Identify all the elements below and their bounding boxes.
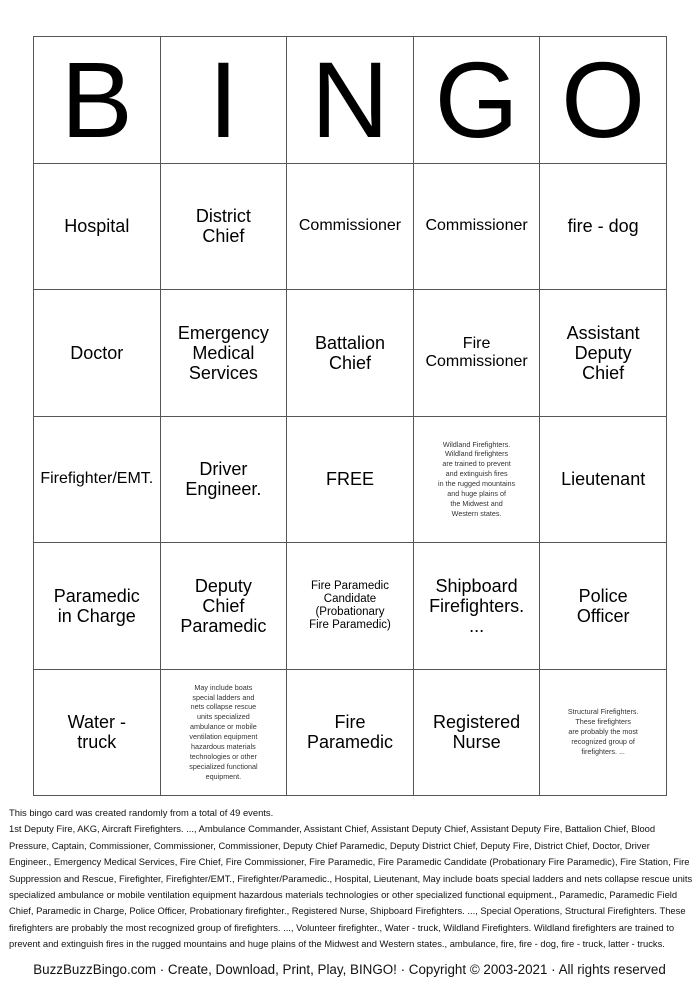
bingo-cell[interactable]: Police Officer bbox=[540, 543, 667, 670]
grid-row bbox=[34, 543, 667, 670]
bingo-cell[interactable]: Commissioner bbox=[287, 163, 414, 290]
bingo-cell[interactable]: Fire Commissioner bbox=[413, 290, 540, 417]
bingo-cell[interactable]: Structural Firefighters. These firefighters are probably the most recognized group of firefighters. ... bbox=[540, 669, 667, 796]
card-info bbox=[9, 805, 693, 953]
bingo-cell[interactable]: Hospital bbox=[34, 163, 161, 290]
bingo-cell[interactable]: District Chief bbox=[160, 163, 287, 290]
free-space-cell[interactable]: FREE bbox=[287, 416, 414, 543]
header-letter-n: N bbox=[287, 37, 414, 164]
card-summary: This bingo card was created randomly from a total of 49 events. bbox=[9, 807, 274, 818]
bingo-cell[interactable]: Emergency Medical Services bbox=[160, 290, 287, 417]
bingo-cell[interactable]: Driver Engineer. bbox=[160, 416, 287, 543]
grid-row bbox=[34, 669, 667, 796]
bingo-cell[interactable]: fire - dog bbox=[540, 163, 667, 290]
header-letter-o: O bbox=[540, 37, 667, 164]
bingo-cell[interactable]: Paramedic in Charge bbox=[34, 543, 161, 670]
bingo-cell[interactable]: Wildland Firefighters. Wildland firefighters are trained to prevent and extinguish fires in the rugged mountains and huge plains of the Midwest and Western states. bbox=[413, 416, 540, 543]
copyright-footer: BuzzBuzzBingo.com · Create, Download, Print, Play, BINGO! · Copyright © 2003-2021 · All rights reserved bbox=[33, 962, 666, 977]
bingo-cell[interactable]: Firefighter/EMT. bbox=[34, 416, 161, 543]
bingo-cell[interactable]: Assistant Deputy Chief bbox=[540, 290, 667, 417]
grid-row bbox=[34, 416, 667, 543]
header-letter-i: I bbox=[160, 37, 287, 164]
bingo-cell[interactable]: Registered Nurse bbox=[413, 669, 540, 796]
grid-row bbox=[34, 290, 667, 417]
bingo-cell[interactable]: Doctor bbox=[34, 290, 161, 417]
header-row bbox=[34, 37, 667, 164]
bingo-card bbox=[33, 36, 667, 796]
bingo-cell[interactable]: Fire Paramedic Candidate (Probationary Fire Paramedic) bbox=[287, 543, 414, 670]
bingo-cell[interactable]: Lieutenant bbox=[540, 416, 667, 543]
bingo-cell[interactable]: Fire Paramedic bbox=[287, 669, 414, 796]
bingo-cell[interactable]: Commissioner bbox=[413, 163, 540, 290]
grid-row bbox=[34, 163, 667, 290]
bingo-cell[interactable]: Shipboard Firefighters. ... bbox=[413, 543, 540, 670]
header-letter-g: G bbox=[413, 37, 540, 164]
bingo-cell[interactable]: Deputy Chief Paramedic bbox=[160, 543, 287, 670]
bingo-cell[interactable]: Water - truck bbox=[34, 669, 161, 796]
bingo-cell[interactable]: May include boats special ladders and nets collapse rescue units specialized ambulance or mobile ventilation equipment hazardous materials technologies or other specialized functional equipment. bbox=[160, 669, 287, 796]
header-letter-b: B bbox=[34, 37, 161, 164]
bingo-cell[interactable]: Battalion Chief bbox=[287, 290, 414, 417]
event-list: 1st Deputy Fire, AKG, Aircraft Firefighters. ..., Ambulance Commander, Assistant Chief, Assistant Deputy Chief, Assistant Deputy Fire, Battalion Chief, Blood Pressure, Captain, Commissioner, Commissioner, Commissioner, Deputy Chief Paramedic, Deputy District Chief, Deputy Fire, District Chief, Doctor, Driver Engineer., Emergency Medical Services, Fire Chief, Fire Commissioner, Fire Paramedic, Fire Paramedic Candidate (Probationary Fire Paramedic), Fire Station, Fire Suppression and Rescue, Firefighter, Firefighter/EMT., Firefighter/Paramedic., Hospital, Lieutenant, May include boats special ladders and nets collapse rescue units specialized ambulance or mobile ventilation equipment hazardous materials technologies or other specialized functional equipment., Paramedic, Paramedic Field Chief, Paramedic in Charge, Police Officer, Probationary firefighter., Registered Nurse, Shipboard Firefighters. ..., Special Operations, Structural Firefighters. These firefighters are probably the most recognized group of firefighters. ..., Volunteer firefighter., Water - truck, Wildland Firefighters. Wildland firefighters are trained to prevent and extinguish fires in the rugged mountains and huge plains of the Midwest and Western states., ambulance, fire, fire - dog, fire - truck, latter - trucks. bbox=[9, 823, 693, 950]
